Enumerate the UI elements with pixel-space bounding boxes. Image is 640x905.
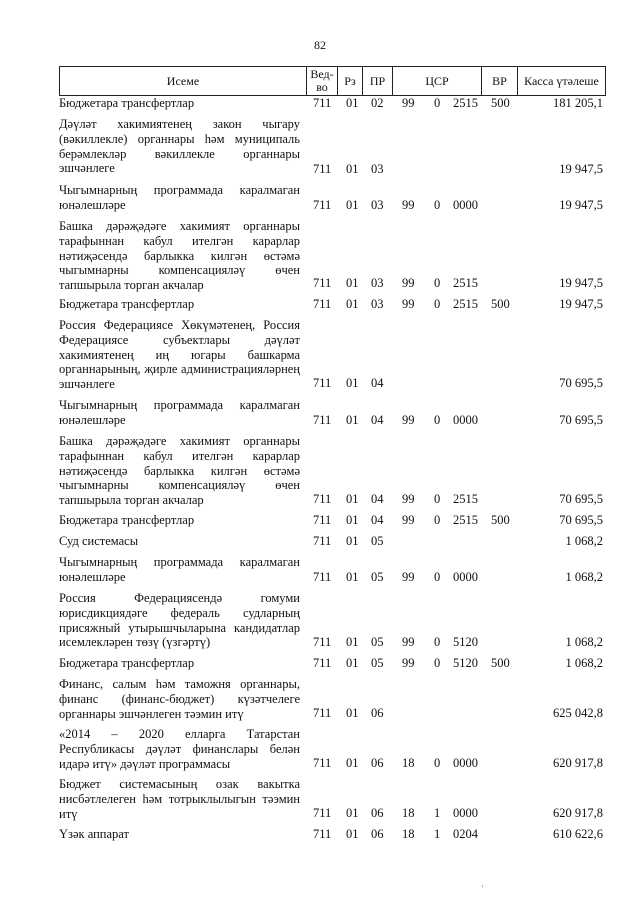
header-csr: ЦСР (393, 67, 482, 95)
rz-cell: 01 (346, 376, 359, 390)
pr-cell: 04 (371, 413, 384, 427)
csr-part3-cell: 2515 (453, 297, 478, 311)
kassa-cell: 70 695,5 (559, 376, 603, 390)
kassa-cell: 70 695,5 (559, 492, 603, 506)
pr-cell: 04 (371, 513, 384, 527)
pr-cell: 03 (371, 276, 384, 290)
csr-part1-cell: 99 (402, 413, 415, 427)
row-name: Россия Федерациясе Хөкүмәтенең, Россия Федерациясе субъектлары дәүләт хакимиятенең иң югары башкарма органнарының, җирле администрацияләрнең эшчәнлеге (59, 318, 300, 392)
csr-part2-cell: 0 (434, 570, 441, 584)
row-name: Чыгымнарның программада каралмаган юнәлешләре (59, 398, 300, 427)
header-kassa: Касса үтәлеше (524, 73, 599, 88)
rz-cell: 01 (346, 806, 359, 820)
ved-cell: 711 (313, 570, 332, 584)
kassa-cell: 19 947,5 (559, 162, 603, 176)
kassa-cell: 625 042,8 (553, 706, 603, 720)
table-header (59, 66, 606, 96)
ved-cell: 711 (313, 534, 332, 548)
csr-part1-cell: 99 (402, 513, 415, 527)
csr-part2-cell: 1 (434, 827, 441, 841)
csr-part2-cell: 0 (434, 413, 441, 427)
csr-part1-cell: 99 (402, 570, 415, 584)
rz-cell: 01 (346, 413, 359, 427)
rz-cell: 01 (346, 513, 359, 527)
pr-cell: 02 (371, 96, 384, 110)
row-name: Бюджетара трансфертлар (59, 297, 195, 311)
header-vr: ВР (482, 67, 518, 95)
pr-cell: 04 (371, 376, 384, 390)
rz-cell: 01 (346, 297, 359, 311)
csr-part2-cell: 0 (434, 756, 441, 770)
ved-cell: 711 (313, 162, 332, 176)
ved-cell: 711 (313, 806, 332, 820)
rz-cell: 01 (346, 656, 359, 670)
pr-cell: 05 (371, 534, 384, 548)
kassa-cell: 620 917,8 (553, 756, 603, 770)
row-name: Чыгымнарның программада каралмаган юнәлешләре (59, 183, 300, 212)
csr-part1-cell: 18 (402, 756, 415, 770)
row-name: Башка дәрәҗәдәге хакимият органнары тарафыннан кабул ителгән карарлар нәтиҗәсендә барлыкка килгән өстәмә чыгымнарны компенсацияләү өчен тапшырыла торган акчалар (59, 434, 300, 508)
kassa-cell: 19 947,5 (559, 297, 603, 311)
row-name: Суд системасы (59, 534, 139, 548)
pr-cell: 06 (371, 806, 384, 820)
rz-cell: 01 (346, 198, 359, 212)
vr-cell: 500 (491, 513, 510, 527)
header-ved: Вед-во (307, 67, 338, 95)
ved-cell: 711 (313, 635, 332, 649)
ved-cell: 711 (313, 706, 332, 720)
pr-cell: 05 (371, 570, 384, 584)
csr-part3-cell: 0000 (453, 198, 478, 212)
rz-cell: 01 (346, 635, 359, 649)
ved-cell: 711 (313, 827, 332, 841)
vr-cell: 500 (491, 656, 510, 670)
csr-part1-cell: 99 (402, 656, 415, 670)
ved-cell: 711 (313, 492, 332, 506)
rz-cell: 01 (346, 492, 359, 506)
ved-cell: 711 (313, 513, 332, 527)
header-rz: Рз (338, 67, 363, 95)
stray-mark: ' (482, 884, 484, 893)
csr-part2-cell: 0 (434, 297, 441, 311)
rz-cell: 01 (346, 96, 359, 110)
ved-cell: 711 (313, 276, 332, 290)
kassa-cell: 19 947,5 (559, 198, 603, 212)
csr-part1-cell: 99 (402, 297, 415, 311)
ved-cell: 711 (313, 413, 332, 427)
ved-cell: 711 (313, 96, 332, 110)
rz-cell: 01 (346, 827, 359, 841)
ved-cell: 711 (313, 376, 332, 390)
rz-cell: 01 (346, 162, 359, 176)
pr-cell: 04 (371, 492, 384, 506)
csr-part1-cell: 99 (402, 635, 415, 649)
row-name: Бюджетара трансфертлар (59, 96, 195, 110)
csr-part2-cell: 0 (434, 513, 441, 527)
csr-part1-cell: 99 (402, 96, 415, 110)
rz-cell: 01 (346, 276, 359, 290)
ved-cell: 711 (313, 198, 332, 212)
kassa-cell: 1 068,2 (565, 534, 603, 548)
rz-cell: 01 (346, 706, 359, 720)
ved-cell: 711 (313, 656, 332, 670)
csr-part3-cell: 2515 (453, 492, 478, 506)
pr-cell: 03 (371, 162, 384, 176)
csr-part3-cell: 2515 (453, 513, 478, 527)
rz-cell: 01 (346, 756, 359, 770)
header-name: Исеме (60, 67, 307, 95)
kassa-cell: 1 068,2 (565, 656, 603, 670)
ved-cell: 711 (313, 756, 332, 770)
csr-part3-cell: 2515 (453, 96, 478, 110)
csr-part2-cell: 0 (434, 276, 441, 290)
kassa-cell: 19 947,5 (559, 276, 603, 290)
csr-part2-cell: 0 (434, 656, 441, 670)
kassa-cell: 70 695,5 (559, 413, 603, 427)
row-name: Бюджет системасының озак вакытка нисбәтлелеген һәм тотрыклылыгын тәэмин итү (59, 777, 300, 821)
row-name: Чыгымнарның программада каралмаган юнәлешләре (59, 555, 300, 584)
csr-part3-cell: 2515 (453, 276, 478, 290)
csr-part1-cell: 99 (402, 198, 415, 212)
kassa-cell: 610 622,6 (553, 827, 603, 841)
kassa-cell: 70 695,5 (559, 513, 603, 527)
row-name: Үзәк аппарат (59, 827, 129, 841)
kassa-cell: 620 917,8 (553, 806, 603, 820)
row-name: Бюджетара трансфертлар (59, 513, 195, 527)
csr-part1-cell: 18 (402, 827, 415, 841)
rz-cell: 01 (346, 570, 359, 584)
csr-part2-cell: 0 (434, 198, 441, 212)
csr-part1-cell: 18 (402, 806, 415, 820)
csr-part1-cell: 99 (402, 492, 415, 506)
row-name: Дәүләт хакимиятенең закон чыгару (вәкиллекле) органнары һәм муниципаль берәмлекләр вәкиллекле органнары эшчәнлеге (59, 117, 300, 176)
row-name: «2014 – 2020 елларга Татарстан Республикасы дәүләт финанслары белән идарә итү» дәүләт программасы (59, 727, 300, 771)
pr-cell: 06 (371, 827, 384, 841)
row-name: Бюджетара трансфертлар (59, 656, 195, 670)
pr-cell: 06 (371, 706, 384, 720)
csr-part2-cell: 1 (434, 806, 441, 820)
kassa-cell: 181 205,1 (553, 96, 603, 110)
ved-cell: 711 (313, 297, 332, 311)
csr-part2-cell: 0 (434, 96, 441, 110)
csr-part2-cell: 0 (434, 635, 441, 649)
pr-cell: 05 (371, 656, 384, 670)
page-number: 82 (314, 38, 326, 52)
csr-part3-cell: 0000 (453, 570, 478, 584)
csr-part3-cell: 5120 (453, 656, 478, 670)
header-pr: ПР (363, 67, 393, 95)
pr-cell: 06 (371, 756, 384, 770)
csr-part3-cell: 5120 (453, 635, 478, 649)
kassa-cell: 1 068,2 (565, 635, 603, 649)
csr-part3-cell: 0000 (453, 806, 478, 820)
pr-cell: 03 (371, 198, 384, 212)
pr-cell: 05 (371, 635, 384, 649)
csr-part1-cell: 99 (402, 276, 415, 290)
vr-cell: 500 (491, 297, 510, 311)
row-name: Россия Федерациясендә гомуми юрисдикциядәге федераль судларның присяжный утырышчыларына кандидатлар исемлекләрен төзү (үзгәртү) (59, 591, 300, 650)
csr-part3-cell: 0000 (453, 756, 478, 770)
pr-cell: 03 (371, 297, 384, 311)
rz-cell: 01 (346, 534, 359, 548)
row-name: Башка дәрәҗәдәге хакимият органнары тарафыннан кабул ителгән карарлар нәтиҗәсендә барлыкка килгән өстәмә чыгымнарны компенсацияләү өчен тапшырыла торган акчалар (59, 219, 300, 293)
kassa-cell: 1 068,2 (565, 570, 603, 584)
csr-part2-cell: 0 (434, 492, 441, 506)
vr-cell: 500 (491, 96, 510, 110)
row-name: Финанс, салым һәм таможня органнары, финанс (финанс-бюджет) күзәтчелеге органнары эшчәнлеген тәэмин итү (59, 677, 300, 721)
csr-part3-cell: 0000 (453, 413, 478, 427)
csr-part3-cell: 0204 (453, 827, 478, 841)
